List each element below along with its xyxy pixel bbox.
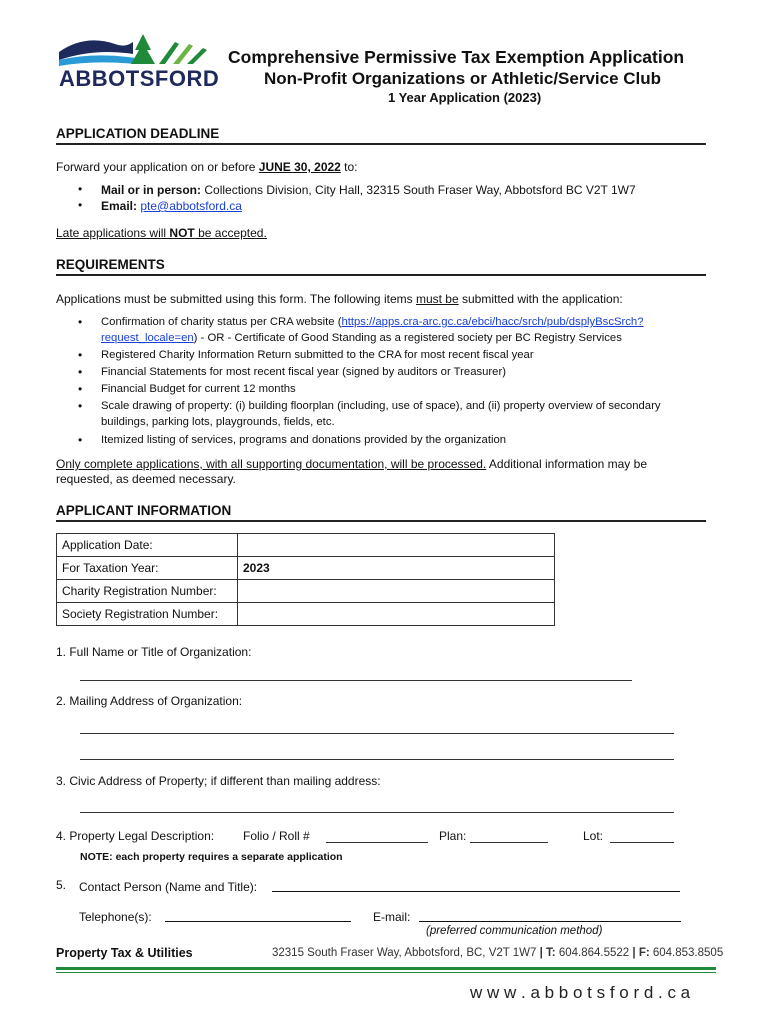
- question-5-number: 5.: [56, 878, 67, 892]
- footer-contact: 32315 South Fraser Way, Abbotsford, BC, V2T 1W7 | T: 604.864.5522 | F: 604.853.8505: [272, 947, 724, 959]
- deadline-intro-prefix: Forward your application on or before: [56, 160, 259, 174]
- req-item: Financial Statements for most recent fiscal year (signed by auditors or Treasurer): [101, 366, 506, 378]
- charity-number-label: Charity Registration Number:: [57, 580, 238, 603]
- taxation-year-field[interactable]: 2023: [238, 557, 555, 580]
- bullet-icon: •: [78, 382, 83, 396]
- footer-divider-thin: [56, 972, 716, 973]
- folio-field[interactable]: [326, 842, 428, 843]
- requirements-heading: REQUIREMENTS: [56, 257, 706, 276]
- mail-label: Mail or in person:: [101, 183, 202, 197]
- table-row: [57, 603, 555, 626]
- email-label: Email:: [101, 199, 138, 213]
- logo-wordmark: ABBOTSFORD: [59, 66, 220, 91]
- contact-person-field[interactable]: [272, 891, 680, 892]
- req-intro-suffix: submitted with the application:: [458, 292, 623, 306]
- question-4-label: 4. Property Legal Description:: [56, 829, 215, 843]
- application-year: 1 Year Application (2023): [388, 90, 542, 105]
- bullet-icon: •: [78, 399, 83, 413]
- bullet-icon: •: [78, 182, 83, 196]
- requirements-intro: [56, 292, 623, 306]
- deadline-intro-suffix: to:: [340, 160, 358, 174]
- footer-website[interactable]: w w w . a b b o t s f o r d . c a: [470, 983, 691, 1002]
- property-note: NOTE: each property requires a separate application: [80, 851, 343, 863]
- deadline-heading: APPLICATION DEADLINE: [56, 126, 706, 145]
- page-subtitle: Non-Profit Organizations or Athletic/Service Club: [264, 69, 662, 88]
- email-link[interactable]: pte@abbotsford.ca: [140, 199, 242, 213]
- applicant-table: [56, 533, 555, 626]
- society-number-field[interactable]: [238, 603, 555, 626]
- organization-name-field[interactable]: [80, 680, 632, 681]
- society-number-label: Society Registration Number:: [57, 603, 238, 626]
- req-item-charity-cont: [101, 332, 622, 344]
- lot-label: Lot:: [583, 829, 604, 843]
- plan-field[interactable]: [470, 842, 548, 843]
- deadline-date: JUNE 30, 2022: [258, 160, 341, 174]
- footer-f-label: F:: [638, 947, 650, 959]
- complete-notice-rest: Additional information may be: [486, 457, 647, 471]
- late-suffix: be accepted.: [194, 226, 267, 240]
- footer-address: 32315 South Fraser Way, Abbotsford, BC, V2T 1W7: [272, 947, 540, 959]
- bullet-icon: •: [78, 348, 83, 362]
- req-item-text: Confirmation of charity status per CRA website (: [101, 316, 342, 328]
- footer-fax: 604.853.8505: [649, 947, 724, 959]
- applicant-heading: APPLICANT INFORMATION: [56, 503, 706, 522]
- bullet-icon: •: [78, 198, 83, 212]
- bullet-icon: •: [78, 365, 83, 379]
- deadline-intro: [56, 160, 358, 174]
- req-item: Itemized listing of services, programs and donations provided by the organization: [101, 434, 507, 446]
- table-row: [57, 557, 555, 580]
- charity-number-field[interactable]: [238, 580, 555, 603]
- footer-department: Property Tax & Utilities: [56, 946, 193, 960]
- bullet-icon: •: [78, 433, 83, 447]
- deadline-bullet-email: [101, 199, 242, 213]
- lot-field[interactable]: [610, 842, 674, 843]
- complete-notice: [56, 457, 647, 471]
- question-2-label: 2. Mailing Address of Organization:: [56, 694, 243, 708]
- req-item-cont: buildings, parking lots, playgrounds, fields, etc.: [101, 416, 335, 428]
- late-notice: [56, 226, 267, 240]
- footer-divider: [56, 967, 716, 970]
- complete-notice-line2: requested, as deemed necessary.: [56, 472, 236, 486]
- telephone-label: Telephone(s):: [79, 910, 152, 924]
- complete-notice-underlined: Only complete applications, with all supporting documentation, will be processed.: [56, 457, 487, 471]
- mailing-address-field-1[interactable]: [80, 733, 674, 734]
- contact-person-label: Contact Person (Name and Title):: [79, 880, 258, 894]
- req-intro-prefix: Applications must be submitted using this form. The following items: [56, 292, 416, 306]
- req-item: Financial Budget for current 12 months: [101, 383, 296, 395]
- abbotsford-logo: [55, 30, 220, 94]
- late-prefix: Late applications will: [56, 226, 170, 240]
- mailing-address-field-2[interactable]: [80, 759, 674, 760]
- telephone-field[interactable]: [165, 921, 351, 922]
- question-1-label: 1. Full Name or Title of Organization:: [56, 645, 252, 659]
- deadline-bullet-mail: [101, 183, 636, 197]
- email-field[interactable]: [419, 921, 681, 922]
- mail-address: Collections Division, City Hall, 32315 South Fraser Way, Abbotsford BC V2T 1W7: [201, 183, 636, 197]
- footer-t-label: T:: [546, 947, 556, 959]
- req-item: Scale drawing of property: (i) building floorplan (including, use of space), and (ii) property overview of secondary: [101, 400, 661, 412]
- late-not: NOT: [169, 226, 195, 240]
- req-item-text: ) - OR - Certificate of Good Standing as a registered society per BC Registry Services: [193, 332, 622, 344]
- table-row: [57, 580, 555, 603]
- req-item: Registered Charity Information Return submitted to the CRA for most recent fiscal year: [101, 349, 534, 361]
- application-date-label: Application Date:: [57, 534, 238, 557]
- table-row: [57, 534, 555, 557]
- application-date-field[interactable]: [238, 534, 555, 557]
- logo-graphic: [55, 30, 215, 70]
- plan-label: Plan:: [439, 829, 467, 843]
- page-title: Comprehensive Permissive Tax Exemption Application: [228, 47, 685, 67]
- req-must-be: must be: [415, 292, 459, 306]
- cra-link-cont[interactable]: request_locale=en: [101, 332, 194, 344]
- civic-address-field[interactable]: [80, 812, 674, 813]
- email-field-label: E-mail:: [373, 910, 411, 924]
- folio-label: Folio / Roll #: [243, 829, 310, 843]
- bullet-icon: •: [78, 315, 83, 329]
- req-item-charity: [101, 316, 643, 328]
- preferred-method-note: (preferred communication method): [426, 925, 603, 937]
- question-3-label: 3. Civic Address of Property; if different than mailing address:: [56, 774, 381, 788]
- footer-phone: 604.864.5522: [555, 947, 633, 959]
- taxation-year-label: For Taxation Year:: [57, 557, 238, 580]
- cra-link[interactable]: https://apps.cra-arc.gc.ca/ebci/hacc/srch/pub/dsplyBscSrch?: [341, 316, 644, 328]
